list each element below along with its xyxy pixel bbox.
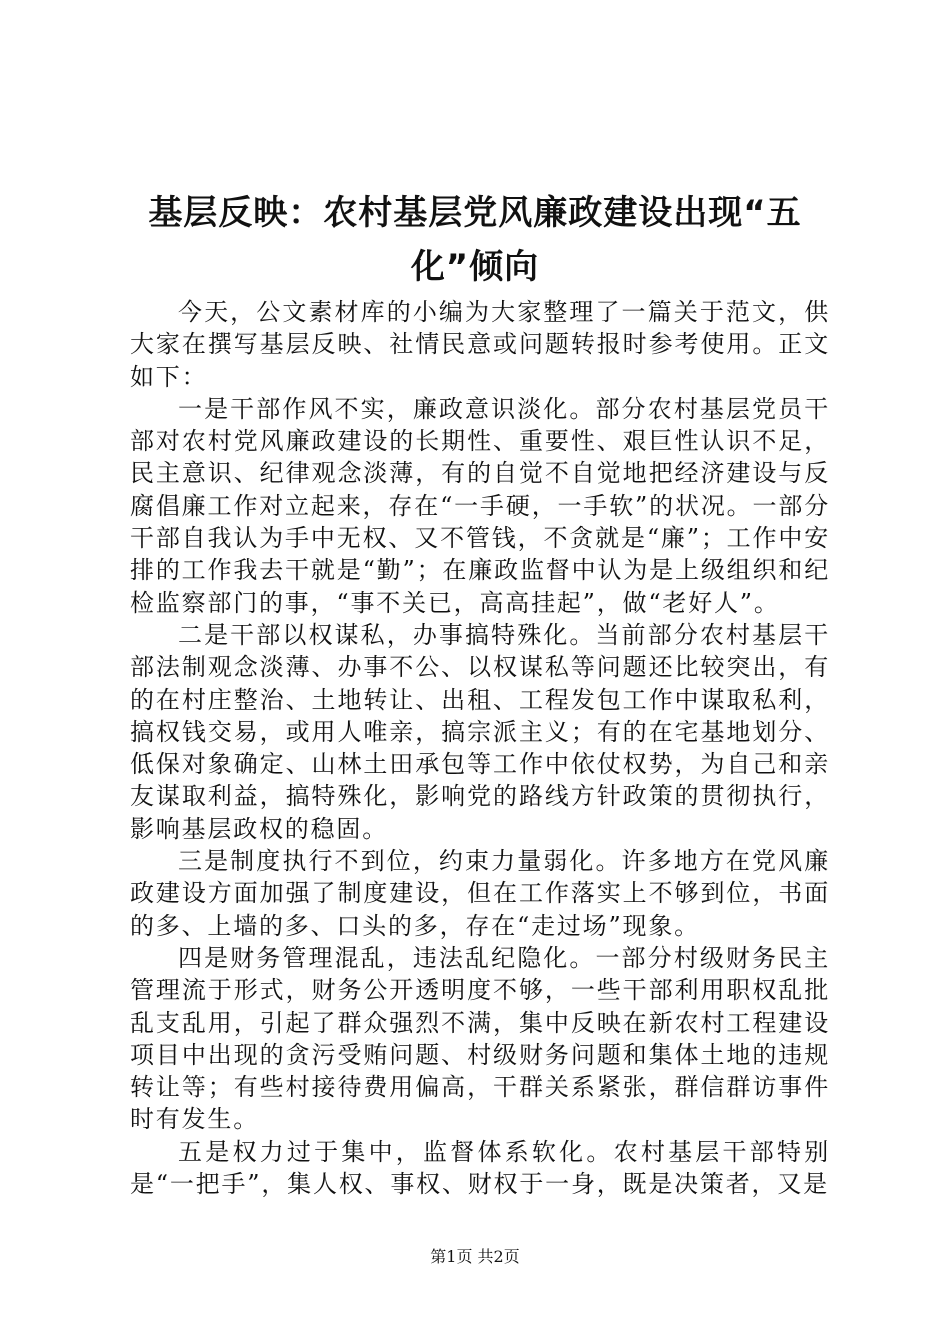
document-body [130,296,830,1200]
paragraph-intro: 今天，公文素材库的小编为大家整理了一篇关于范文，供大家在撰写基层反映、社情民意或问题转报时参考使用。正文如下： [130,298,830,391]
paragraph-point-3: 三是制度执行不到位，约束力量弱化。许多地方在党风廉政建设方面加强了制度建设，但在工作落实上不够到位，书面的多、上墙的多、口头的多，存在“走过场”现象。 [130,847,830,940]
paragraph-point-2: 二是干部以权谋私，办事搞特殊化。当前部分农村基层干部法制观念淡薄、办事不公、以权谋私等问题还比较突出，有的在村庄整治、土地转让、出租、工程发包工作中谋取私利，搞权钱交易，或用人唯亲，搞宗派主义；有的在宅基地划分、低保对象确定、山林土田承包等工作中依仗权势，为自己和亲友谋取利益，搞特殊化，影响党的路线方针政策的贯彻执行，影响基层政权的稳固。 [130,620,830,843]
paragraph-point-5: 五是权力过于集中，监督体系软化。农村基层干部特别是“一把手”，集人权、事权、财权于一身，既是决策者，又是 [130,1137,830,1199]
paragraph-point-1: 一是干部作风不实，廉政意识淡化。部分农村基层党员干部对农村党风廉政建设的长期性、重要性、艰巨性认识不足，民主意识、纪律观念淡薄，有的自觉不自觉地把经济建设与反腐倡廉工作对立起来，存在“一手硬，一手软”的状况。一部分干部自我认为手中无权、又不管钱，不贪就是“廉”；工作中安排的工作我去干就是“勤”；在廉政监督中认为是上级组织和纪检监察部门的事，“事不关已，高高挂起”，做“老好人”。 [130,394,830,617]
document-title: 基层反映：农村基层党风廉政建设出现“五化”倾向 [148,193,802,287]
paragraph-point-4: 四是财务管理混乱，违法乱纪隐化。一部分村级财务民主管理流于形式，财务公开透明度不够，一些干部利用职权乱批乱支乱用，引起了群众强烈不满，集中反映在新农村工程建设项目中出现的贪污受贿问题、村级财务问题和集体土地的违规转让等；有些村接待费用偏高，干群关系紧张，群信群访事件时有发生。 [130,943,830,1134]
page-number-footer: 第1页 共2页 [430,1247,520,1266]
